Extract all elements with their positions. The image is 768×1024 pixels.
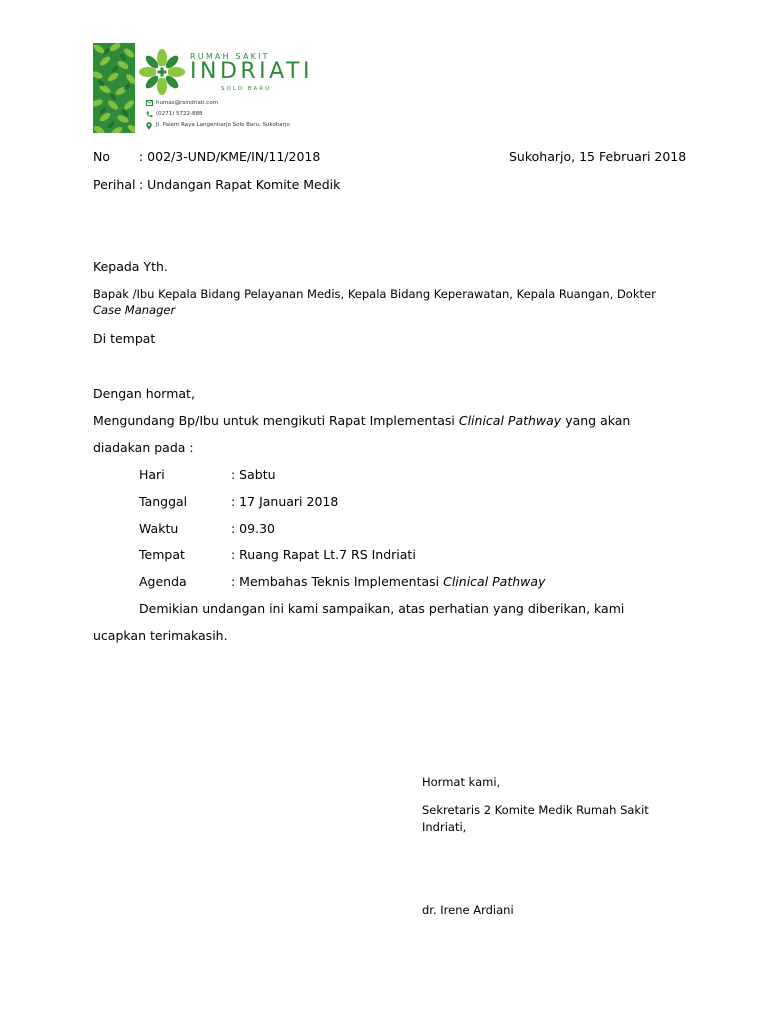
phone-text: (0271) 5722-888 [156, 111, 203, 117]
detail-value-hari: : Sabtu [231, 467, 276, 482]
signature-title-line-1: Sekretaris 2 Komite Medik Rumah Sakit [422, 803, 649, 817]
recipient-line-2: Case Manager [93, 303, 176, 317]
detail-value-tempat: : Ruang Rapat Lt.7 RS Indriati [231, 547, 416, 562]
no-label: No [93, 149, 110, 164]
no-value: : 002/3-UND/KME/IN/11/2018 [139, 149, 321, 164]
intro-line-1 [93, 413, 630, 428]
leaf-pattern-logo [93, 43, 135, 133]
detail-value-waktu: : 09.30 [231, 521, 275, 536]
detail-value-agenda [231, 574, 545, 589]
mail-icon [146, 100, 153, 106]
intro-text-a: Mengundang Bp/Ibu untuk mengikuti Rapat Implementasi [93, 413, 459, 428]
brand-name: INDRIATI [190, 59, 313, 84]
closing-line-2: ucapkan terimakasih. [93, 628, 228, 643]
contact-phone [146, 111, 346, 119]
detail-label-tanggal: Tanggal [139, 494, 188, 509]
detail-label-tempat: Tempat [139, 547, 185, 562]
detail-value-tanggal: : 17 Januari 2018 [231, 494, 339, 509]
recipient-line-1: Bapak /Ibu Kepala Bidang Pelayanan Medis, Kepala Bidang Keperawatan, Kepala Ruangan, Dokter [93, 287, 656, 301]
signature-title-line-2: Indriati, [422, 820, 467, 834]
signature-name: dr. Irene Ardiani [422, 903, 514, 917]
contact-email [146, 100, 346, 108]
recipient-greeting: Kepada Yth. [93, 259, 168, 274]
intro-text-b: yang akan [561, 413, 631, 428]
phone-icon [146, 111, 153, 118]
brand-top-text: RUMAH SAKIT [190, 52, 270, 61]
agenda-text: : Membahas Teknis Implementasi [231, 574, 444, 589]
perihal-value: : Undangan Rapat Komite Medik [139, 177, 341, 192]
email-text: humas@rsindriati.com [156, 100, 219, 106]
brand-sub-text: SOLO BARU [221, 86, 272, 92]
detail-label-agenda: Agenda [139, 574, 187, 589]
perihal-label: Perihal [93, 177, 136, 192]
closing-line-1: Demikian undangan ini kami sampaikan, atas perhatian yang diberikan, kami [139, 601, 625, 616]
intro-line-2: diadakan pada : [93, 440, 194, 455]
address-text: Jl. Palem Raya Langenharjo Solo Baru, Sukoharjo [156, 122, 290, 128]
hospital-flower-logo-icon [138, 48, 186, 96]
intro-text-italic: Clinical Pathway [458, 413, 562, 428]
detail-label-hari: Hari [139, 467, 165, 482]
signature-regards: Hormat kami, [422, 775, 501, 789]
place-date: Sukoharjo, 15 Februari 2018 [509, 149, 687, 164]
detail-label-waktu: Waktu [139, 521, 179, 536]
recipient-place: Di tempat [93, 331, 156, 346]
contact-address [146, 122, 346, 130]
salutation: Dengan hormat, [93, 386, 195, 401]
location-pin-icon [146, 122, 152, 130]
agenda-italic-text: Clinical Pathway [443, 574, 546, 589]
